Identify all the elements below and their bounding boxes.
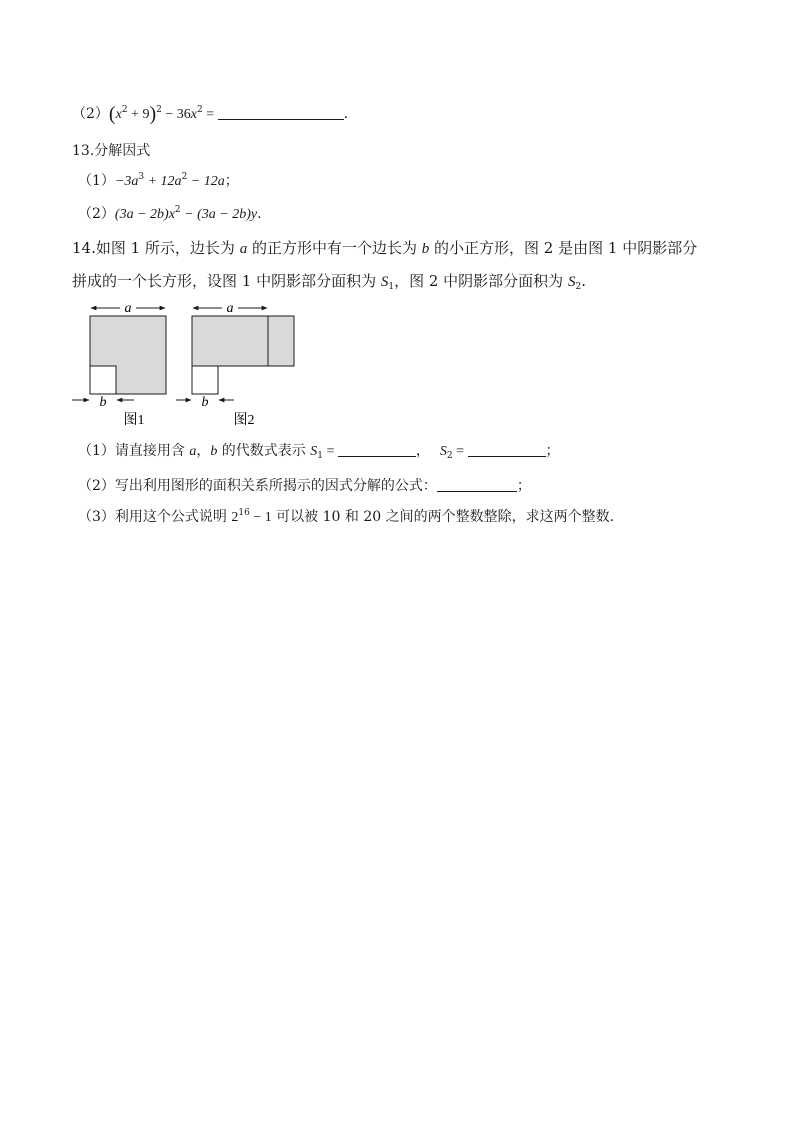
q14-part3: （3）利用这个公式说明 $2^{16} - 1$ 可以被 10 和 20 之间的两个整数整除，求这两个整数. (78, 508, 615, 525)
figure-2-small-square (192, 366, 218, 394)
figure-2-caption: 图2 (233, 413, 255, 428)
q14-part2-formula-blank[interactable] (437, 477, 517, 492)
figure-1-caption: 图1 (123, 413, 145, 428)
q14-stem-line2: 拼成的一个长方形，设图 1 中阴影部分面积为 $S_1$，图 2 中阴影部分面积为 $S_2$. (72, 272, 586, 292)
q14-figures (68, 298, 328, 430)
figure-1 (72, 300, 166, 428)
q12-part2-base: x (115, 107, 122, 122)
figure-1-label-b: b (99, 395, 107, 410)
q12-part2-label: （2） (72, 106, 109, 122)
figure-1-label-a: a (124, 301, 132, 316)
figure-2-label-b: b (201, 395, 209, 410)
q14-part1: （1）请直接用含 a，b 的代数式表示 $S_1$ = ， $S_2$ = ； (78, 443, 560, 461)
q13-part2: $(2)(3a - 2b)x^2 - (3a - 2b)y$. (78, 205, 262, 222)
q14-part2: （2）写出利用图形的面积关系所揭示的因式分解的公式： ； (78, 478, 531, 494)
q12-part2: $(2)(x^2 + 9)^2 - 36x^2$ = . (72, 103, 349, 125)
q13-title: 13.分解因式 (72, 143, 151, 159)
q13-part1: $(1)-3a^3 + 12a^2 - 12a$； (78, 172, 239, 189)
q14-stem-line1: 14.如图 1 所示，边长为 a 的正方形中有一个边长为 b 的小正方形，图 2 是由图 1 中阴影部分 (72, 239, 698, 257)
q12-part2-answer-blank[interactable] (218, 105, 344, 120)
figure-2-label-a: a (226, 301, 234, 316)
figure-2-main-rect (192, 316, 268, 366)
q14-part1-s1-blank[interactable] (338, 442, 416, 457)
figure-2 (176, 300, 294, 428)
figure-2-extension-rect (268, 316, 294, 366)
q14-part1-s2-blank[interactable] (468, 442, 546, 457)
figure-1-small-square (90, 366, 116, 394)
